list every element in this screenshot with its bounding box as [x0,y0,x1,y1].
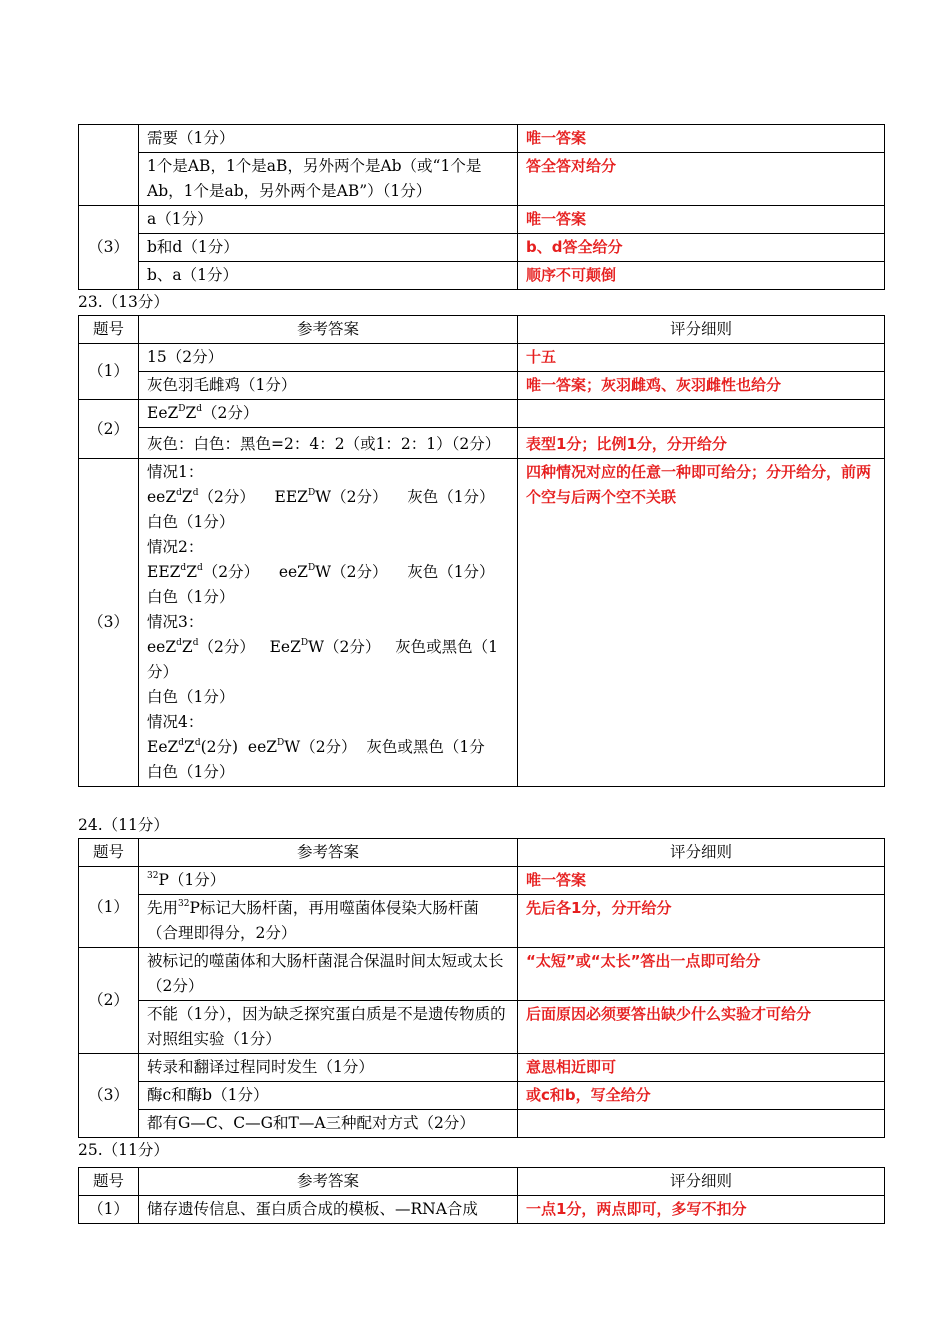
question-number-cell: （1） [79,344,139,400]
header-answer: 参考答案 [139,316,518,344]
table-row [79,206,885,234]
answer-cell: a（1分） [139,206,518,234]
table-header-row [79,839,885,867]
rule-cell: 唯一答案 [518,125,885,153]
table-row [79,948,885,1001]
case-phenotype: 白色（1分） [147,588,235,606]
answer-cell: b和d（1分） [139,234,518,262]
rule-cell: 意思相近即可 [518,1054,885,1082]
table-header-row [79,316,885,344]
answer-cell: 储存遗传信息、蛋白质合成的模板、—RNA合成 [139,1196,518,1224]
rule-cell: 答全答对给分 [518,153,885,206]
q25-table [78,1167,885,1224]
case-genotypes: $EeZ^dZ^d(2$分) eeZ$^D$W（2分） 灰色或黑色（1分 [147,737,485,756]
answer-cell: 被标记的噬菌体和大肠杆菌混合保温时间太短或太长（2分） [139,948,518,1001]
header-question-number: 题号 [79,316,139,344]
rule-cell: 十五 [518,344,885,372]
case-phenotype: 白色（1分） [147,513,235,531]
table-row [79,234,885,262]
answer-cell [139,459,518,787]
table-row [79,1001,885,1054]
header-rule: 评分细则 [518,316,885,344]
answer-cell [139,895,518,948]
answer-text: P标记大肠杆菌，再用噬菌体侵染大肠杆菌（合理即得分，2分） [147,899,479,942]
case-phenotype: 白色（1分） [147,763,235,781]
question-number-cell: （2） [79,948,139,1054]
answer-key-page [78,124,884,1224]
case-label: 情况3： [147,613,204,631]
table-row [79,125,885,153]
table-row [79,1196,885,1224]
answer-cell: 1个是AB，1个是aB，另外两个是Ab（或“1个是Ab，1个是ab，另外两个是AB”）（1分） [139,153,518,206]
q23-table [78,315,885,787]
header-rule: 评分细则 [518,839,885,867]
table-row [79,459,885,787]
table-header-row [79,1168,885,1196]
rule-cell: 或c和b，写全给分 [518,1082,885,1110]
rule-cell: 后面原因必须要答出缺少什么实验才可给分 [518,1001,885,1054]
superscript: d [196,403,203,414]
rule-cell: “太短”或“太长”答出一点即可给分 [518,948,885,1001]
rule-cell: 唯一答案；灰羽雌鸡、灰羽雌性也给分 [518,372,885,400]
rule-cell [518,1110,885,1138]
table-row [79,153,885,206]
score-text: （2分） [202,404,259,422]
answer-cell: 灰色：白色：黑色=2：4：2（或1：2：1）（2分） [139,428,518,459]
table-row [79,372,885,400]
superscript: D [178,403,186,414]
rule-cell [518,400,885,428]
table-row [79,1110,885,1138]
case-label: 情况1： [147,463,204,481]
section-title-q23: 23.（13分） [78,293,169,311]
case-genotypes: $EEZ^dZ^d(2$分） eeZ$^D$W（2分） 灰色（1分） [147,562,495,581]
section-title-q24: 24.（11分） [78,816,169,834]
superscript: 32 [147,870,159,881]
header-question-number: 题号 [79,1168,139,1196]
answer-cell: 酶c和酶b（1分） [139,1082,518,1110]
case-genotypes: $eeZ^dZ^d(2$分） $EEZ^DW(2$分） 灰色（1分） [147,487,495,506]
q22-continued-table [78,124,885,290]
answer-cell: 都有G—C、C—G和T—A三种配对方式（2分） [139,1110,518,1138]
genotype-text: EeZ [147,404,179,422]
table-row [79,1082,885,1110]
spacer [78,787,884,813]
q24-table [78,838,885,1138]
table-row [79,895,885,948]
answer-cell: 灰色羽毛雌鸡（1分） [139,372,518,400]
question-number-cell: （3） [79,459,139,787]
rule-cell: 一点1分，两点即可，多写不扣分 [518,1196,885,1224]
question-number-cell: （2） [79,400,139,459]
table-row [79,1054,885,1082]
section-title-q25: 25.（11分） [78,1141,169,1159]
rule-cell: b、d答全给分 [518,234,885,262]
header-answer: 参考答案 [139,1168,518,1196]
table-row [79,867,885,895]
answer-cell [139,867,518,895]
answer-cell: 15（2分） [139,344,518,372]
table-row [79,428,885,459]
rule-cell: 唯一答案 [518,206,885,234]
question-number-cell: （1） [79,867,139,948]
answer-text: P（1分） [158,871,226,889]
answer-cell: 不能（1分），因为缺乏探究蛋白质是不是遗传物质的对照组实验（1分） [139,1001,518,1054]
rule-cell: 先后各1分，分开给分 [518,895,885,948]
rule-cell: 四种情况对应的任意一种即可给分；分开给分，前两个空与后两个空不关联 [518,459,885,787]
header-answer: 参考答案 [139,839,518,867]
answer-cell: b、a（1分） [139,262,518,290]
case-genotypes: $eeZ^dZ^d(2$分） EeZ$^D$W（2分） 灰色或黑色（1分） [147,637,499,681]
table-row [79,262,885,290]
header-rule: 评分细则 [518,1168,885,1196]
case-label: 情况2： [147,538,204,556]
question-number-cell: （3） [79,206,139,290]
answer-text: 先用 [147,899,179,917]
case-phenotype: 白色（1分） [147,688,235,706]
rule-cell: 顺序不可颠倒 [518,262,885,290]
case-label: 情况4： [147,713,204,731]
answer-cell [139,400,518,428]
answer-cell: 转录和翻译过程同时发生（1分） [139,1054,518,1082]
superscript: 32 [178,898,190,909]
question-number-cell [79,125,139,206]
rule-cell: 唯一答案 [518,867,885,895]
table-row [79,344,885,372]
question-number-cell: （3） [79,1054,139,1138]
genotype-text: Z [185,404,197,422]
header-question-number: 题号 [79,839,139,867]
question-number-cell: （1） [79,1196,139,1224]
table-row [79,400,885,428]
answer-cell: 需要（1分） [139,125,518,153]
rule-cell: 表型1分；比例1分，分开给分 [518,428,885,459]
